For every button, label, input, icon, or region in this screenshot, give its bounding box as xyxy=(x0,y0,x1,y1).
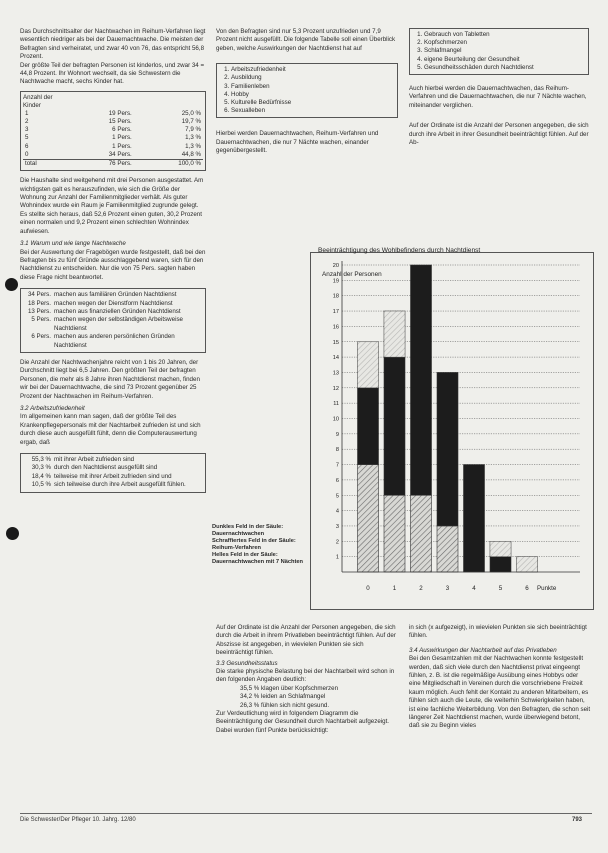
footer-rule xyxy=(20,813,592,814)
lower-middle-text-2: Zur Verdeutlichung wird in folgendem Diagramm die Beeinträchtigung der Gesundheit durch Nachtarbeit aufgezeigt. Dabei wurden fünf Punkte berücksichtigt: xyxy=(216,710,390,734)
y-tick-label: 19 xyxy=(332,278,339,285)
health-list-item: 5. Gesundheitsschäden durch Nachtdienst xyxy=(424,64,586,72)
bar-segment-light-hatch xyxy=(384,311,405,357)
reason-text: machen aus finanziellen Gründen Nachtdienst xyxy=(54,307,181,315)
y-tick-label: 6 xyxy=(335,477,339,484)
bar-segment-dauer xyxy=(490,557,511,572)
legend-hatched: Schraffiertes Feld in der Säule: Reihum-Verfahren xyxy=(212,538,296,551)
y-tick-label: 9 xyxy=(335,431,339,438)
y-tick-label: 20 xyxy=(332,263,339,269)
impact-list-item: 1. Arbeitszufriedenheit xyxy=(231,66,395,74)
x-tick-label: 3 xyxy=(445,585,450,592)
bar-segment-reihum xyxy=(358,465,379,572)
reason-text: machen aus anderen persönlichen Gründen Nachtdienst xyxy=(54,333,175,349)
children-cell-pers: 34 Pers. xyxy=(108,150,132,158)
section-3-1-paragraph: Bei der Auswertung der Fragebögen wurde festgestellt, daß bei den Befragten bis zu fünf Gründe ausschlaggebend waren, sich für den Nachtdienst zu entscheiden. Nur die von 75 Pers. sagten haben diese Frage nicht beantwortet. xyxy=(20,248,206,281)
chart-title: Beeinträchtigung des Wohlbefindens durch Nachtdienst xyxy=(318,247,481,254)
x-tick-label: 2 xyxy=(419,585,423,592)
health-stat-line: 34,2 % leiden an Schlafmangel xyxy=(240,693,326,701)
section-3-2-paragraph: Im allgemeinen kann man sagen, daß der größte Teil des Krankenpflegepersonals mit der Nachtarbeit zufrieden ist und sich durch diese auch ausgefüllt fühlt, denn die Computerauswertung ergab, daß xyxy=(20,413,201,446)
health-stat-line: 26,3 % fühlen sich nicht gesund. xyxy=(240,701,330,709)
impact-list-item: 3. Familienleben xyxy=(231,83,395,91)
impact-list-item: 2. Ausbildung xyxy=(231,74,395,82)
lower-middle-column xyxy=(216,624,398,814)
health-stats xyxy=(216,685,398,710)
y-tick-label: 10 xyxy=(332,416,339,423)
x-axis-label: Punkte xyxy=(537,585,557,592)
footer-left: Die Schwester/Der Pfleger 10. Jahrg. 12/80 xyxy=(20,817,136,823)
section-3-3-title: 3.3 Gesundheitsstatus xyxy=(216,659,278,667)
children-cell-pers: 15 Pers. xyxy=(108,118,132,126)
satisfaction-text: mit ihrer Arbeit zufrieden sind xyxy=(54,456,135,464)
children-cell-n: 0 xyxy=(25,150,29,158)
y-tick-label: 11 xyxy=(333,401,339,408)
children-cell-pct: 44,8 % xyxy=(181,150,201,158)
reason-count: 5 Pers. xyxy=(31,316,51,324)
children-cell-pct: 25,0 % xyxy=(181,109,201,117)
section-3-1-title: 3.1 Warum und wie lange Nachtwache xyxy=(20,240,126,248)
bar-segment-light-hatch xyxy=(358,342,379,388)
legend-light: Helles Feld in der Säule: Dauernachtwachen mit 7 Nächten xyxy=(212,552,304,565)
y-tick-label: 5 xyxy=(335,493,339,500)
duration-paragraph: Die Anzahl der Nachtwachenjahre reicht von 1 bis 20 Jahren, der Durchschnitt liegt bei 6,5 Jahren. Den größten Teil der befragten Personen, die mehr als 8 Jahre ihren Nachtdienst machen, finden wir bei der Dauernachtwache, die sind 73 Prozent gegenüber 25 Prozent der Nachtwachen im Reihum-Verfahren. xyxy=(20,358,200,400)
health-list-item: 1. Gebrauch von Tabletten xyxy=(424,31,586,39)
bar-segment-light-hatch xyxy=(517,557,538,572)
x-tick-label: 4 xyxy=(472,585,476,592)
children-cell-n: 1 xyxy=(25,109,29,117)
reason-count: 6 Pers. xyxy=(31,333,51,341)
children-cell-n: 2 xyxy=(25,118,29,126)
lower-right-column xyxy=(409,624,591,814)
bar-segment-reihum xyxy=(411,495,432,572)
bar-segment-light-hatch xyxy=(490,541,511,556)
y-tick-label: 2 xyxy=(335,539,339,546)
bar-segment-dauer xyxy=(411,265,432,495)
section-3-2-title: 3.2 Arbeitszufriedenheit xyxy=(20,405,85,413)
reason-count: 18 Pers. xyxy=(27,299,51,307)
impact-list-item: 4. Hobby xyxy=(231,91,395,99)
satisfaction-count: 18,4 % xyxy=(31,472,51,480)
reason-text: machen aus familiären Gründen Nachtdienst xyxy=(54,291,177,299)
x-tick-label: 5 xyxy=(498,585,503,592)
y-tick-label: 15 xyxy=(332,339,339,346)
intro-paragraph: Das Durchschnittsalter der Nachtwachen im Reihum-Verfahren liegt wesentlich niedriger als bei der Dauernachtwache. Die meisten der Befragten sind verheiratet, und zwar 40 von 76, das entspricht 56,8 Prozent. xyxy=(20,28,206,61)
satisfaction-text: durch den Nachtdienst ausgefüllt sind xyxy=(54,464,158,472)
y-tick-label: 4 xyxy=(335,508,339,515)
bar-segment-reihum xyxy=(437,526,458,572)
bar-segment-dauer xyxy=(384,357,405,495)
bar-segment-dauer xyxy=(464,465,485,572)
children-cell-pct: 1,3 % xyxy=(185,142,201,150)
impact-list-item: 5. Kulturelle Bedürfnisse xyxy=(231,99,395,107)
children-cell-pct: 7,9 % xyxy=(185,126,201,134)
y-tick-label: 16 xyxy=(332,324,339,331)
y-tick-label: 7 xyxy=(335,462,339,469)
legend-dark: Dunkles Feld in der Säule: Dauernachtwachen xyxy=(212,524,284,537)
right-text-1: Auch hierbei werden die Dauernachtwachen, das Reihum-Verfahren und die Dauernachtwachen, die nur 7 Nächte wachen, miteinander verglichen. xyxy=(409,85,587,109)
y-tick-label: 8 xyxy=(335,447,339,454)
chart-ylabel: Anzahl der Personen xyxy=(322,271,382,278)
children-cell-pers: 6 Pers. xyxy=(112,126,132,134)
reason-text: machen wegen der selbständigen Arbeitsweise Nachtdienst xyxy=(54,316,183,332)
children-cell-pers: 1 Pers. xyxy=(112,134,132,142)
y-tick-label: 14 xyxy=(332,355,339,362)
reason-count: 34 Pers. xyxy=(27,291,51,299)
health-list-item: 4. eigene Beurteilung der Gesundheit xyxy=(424,56,586,64)
y-tick-label: 3 xyxy=(335,523,339,530)
y-tick-label: 18 xyxy=(332,293,339,300)
page-number: 793 xyxy=(572,817,583,823)
chart-legend xyxy=(212,524,306,604)
children-cell-pct: 19,7 % xyxy=(181,118,201,126)
satisfaction-text: sich teilweise durch ihre Arbeit ausgefüllt fühlen. xyxy=(54,481,186,489)
section-3-4-paragraph: Bei den Gesamtzahlen mit der Nachtwachen konnte festgestellt werden, daß sich viele durch den Nachtdienst privat eingeengt fühlen, z. B. ist die regelmäßige Ausübung eines Hobbys oder eine Mitgliedschaft in Vereinen durch die vorschriebene Freizeit kaum möglich. Auch fehlt der Kontakt zu anderen Mitarbeitern, es fühlen sich auch die Leute, die weiterhin Schwierigkeiten haben, ist eine fachliche Weiterbildung. Von den Befragten, die schon seit längerer Zeit Nachtdienst machen, wurde überwiegend betont, daß sie zu Beginn vieles xyxy=(409,655,591,730)
children-cell-pers: 76 Pers. xyxy=(64,160,134,169)
y-tick-label: 12 xyxy=(332,385,339,392)
middle-after-list-paragraph: Hierbei werden Dauernachtwachen, Reihum-Verfahren und Dauernachtwachen, die nur 7 Nächte wachen, einander gegenübergestellt. xyxy=(216,130,379,155)
children-cell-n: 3 xyxy=(25,126,29,134)
children-cell-n: 6 xyxy=(25,142,29,150)
middle-top-paragraph: Von den Befragten sind nur 5,3 Prozent unzufrieden und 7,9 Prozent nicht ausgefüllt. Die folgende Tabelle soll einen Überblick geben, welche Auswirkungen der Nachtdienst hat auf xyxy=(216,28,396,52)
reason-count: 13 Pers. xyxy=(27,307,51,315)
bar-segment-reihum xyxy=(384,495,405,572)
health-list-item: 2. Kopfschmerzen xyxy=(424,39,586,47)
y-tick-label: 17 xyxy=(332,309,339,316)
bar-segment-dauer xyxy=(437,372,458,526)
y-tick-label: 1 xyxy=(335,554,339,561)
x-tick-label: 1 xyxy=(392,585,397,592)
x-tick-label: 6 xyxy=(525,585,529,592)
satisfaction-text: teilweise mit ihrer Arbeit zufrieden sind und xyxy=(54,472,172,480)
section-3-3-paragraph: Die starke physische Belastung bei der Nachtarbeit wird schon in den folgenden Angaben deutlich: xyxy=(216,668,395,684)
satisfaction-count: 10,5 % xyxy=(31,481,51,489)
children-table-header: Anzahl der Kinder xyxy=(23,93,53,109)
health-list-item: 3. Schlafmangel xyxy=(424,47,586,55)
children-cell-pct: 1,3 % xyxy=(185,134,201,142)
reason-text: machen wegen der Dienstform Nachtdienst xyxy=(54,299,173,307)
lower-middle-text-1: Auf der Ordinate ist die Anzahl der Personen angegeben, die sich durch die Arbeit in ihrem Privatleben beeinträchtigt fühlen. Auf der Abszisse ist angegeben, in wievielen Punkten sie sich beeinträchtigt fühlen. xyxy=(216,624,396,657)
children-cell-n: total xyxy=(23,160,64,169)
right-text-2: Auf der Ordinate ist die Anzahl der Personen angegeben, die sich durch ihre Arbeit in ihrer Gesundheit beeinträchtigt fühlen. Auf der Ab- xyxy=(409,122,589,147)
y-tick-label: 13 xyxy=(332,370,339,377)
children-cell-pct: 100,0 % xyxy=(134,160,203,169)
children-cell-pers: 19 Pers. xyxy=(108,109,132,117)
bar-segment-dauer xyxy=(358,388,379,465)
x-tick-label: 0 xyxy=(366,585,370,592)
impact-list-item: 6. Sexualleben xyxy=(231,107,395,115)
health-stat-line: 35,5 % klagen über Kopfschmerzen xyxy=(240,684,339,692)
satisfaction-count: 55,3 % xyxy=(31,456,51,464)
children-cell-n: 5 xyxy=(25,134,29,142)
satisfaction-count: 30,3 % xyxy=(31,464,51,472)
housing-paragraph: Die Haushalte sind weitgehend mit drei Personen ausgestattet. Am wichtigsten galt es herauszufinden, wie sich die Größe der Wohnung zur Anzahl der Familienmitglieder verhält. Als guter Wohnindex wurde ein Raum je Familienmitglied zugrunde gelegt. Es stellte sich heraus, daß 52,6 Prozent einen guten, 30,2 Prozent einen normalen und 9,2 Prozent einen schlechten Wohnindex aufwiesen. xyxy=(20,177,204,235)
lower-right-text-1: in sich (x aufgezeigt), in wievielen Punkten sie sich beeinträchtigt fühlen. xyxy=(409,624,587,640)
section-3-4-title: 3.4 Auswirkungen der Nachtarbeit auf das Privatleben xyxy=(409,646,557,654)
children-cell-pers: 1 Pers. xyxy=(112,142,132,150)
children-intro-paragraph: Der größte Teil der befragten Personen ist kinderlos, und zwar 34 = 44,8 Prozent. Ihr Wohnort wechselt, da sie Schwestern die Nachtwache macht, sechs Kinder hat. xyxy=(20,61,205,86)
